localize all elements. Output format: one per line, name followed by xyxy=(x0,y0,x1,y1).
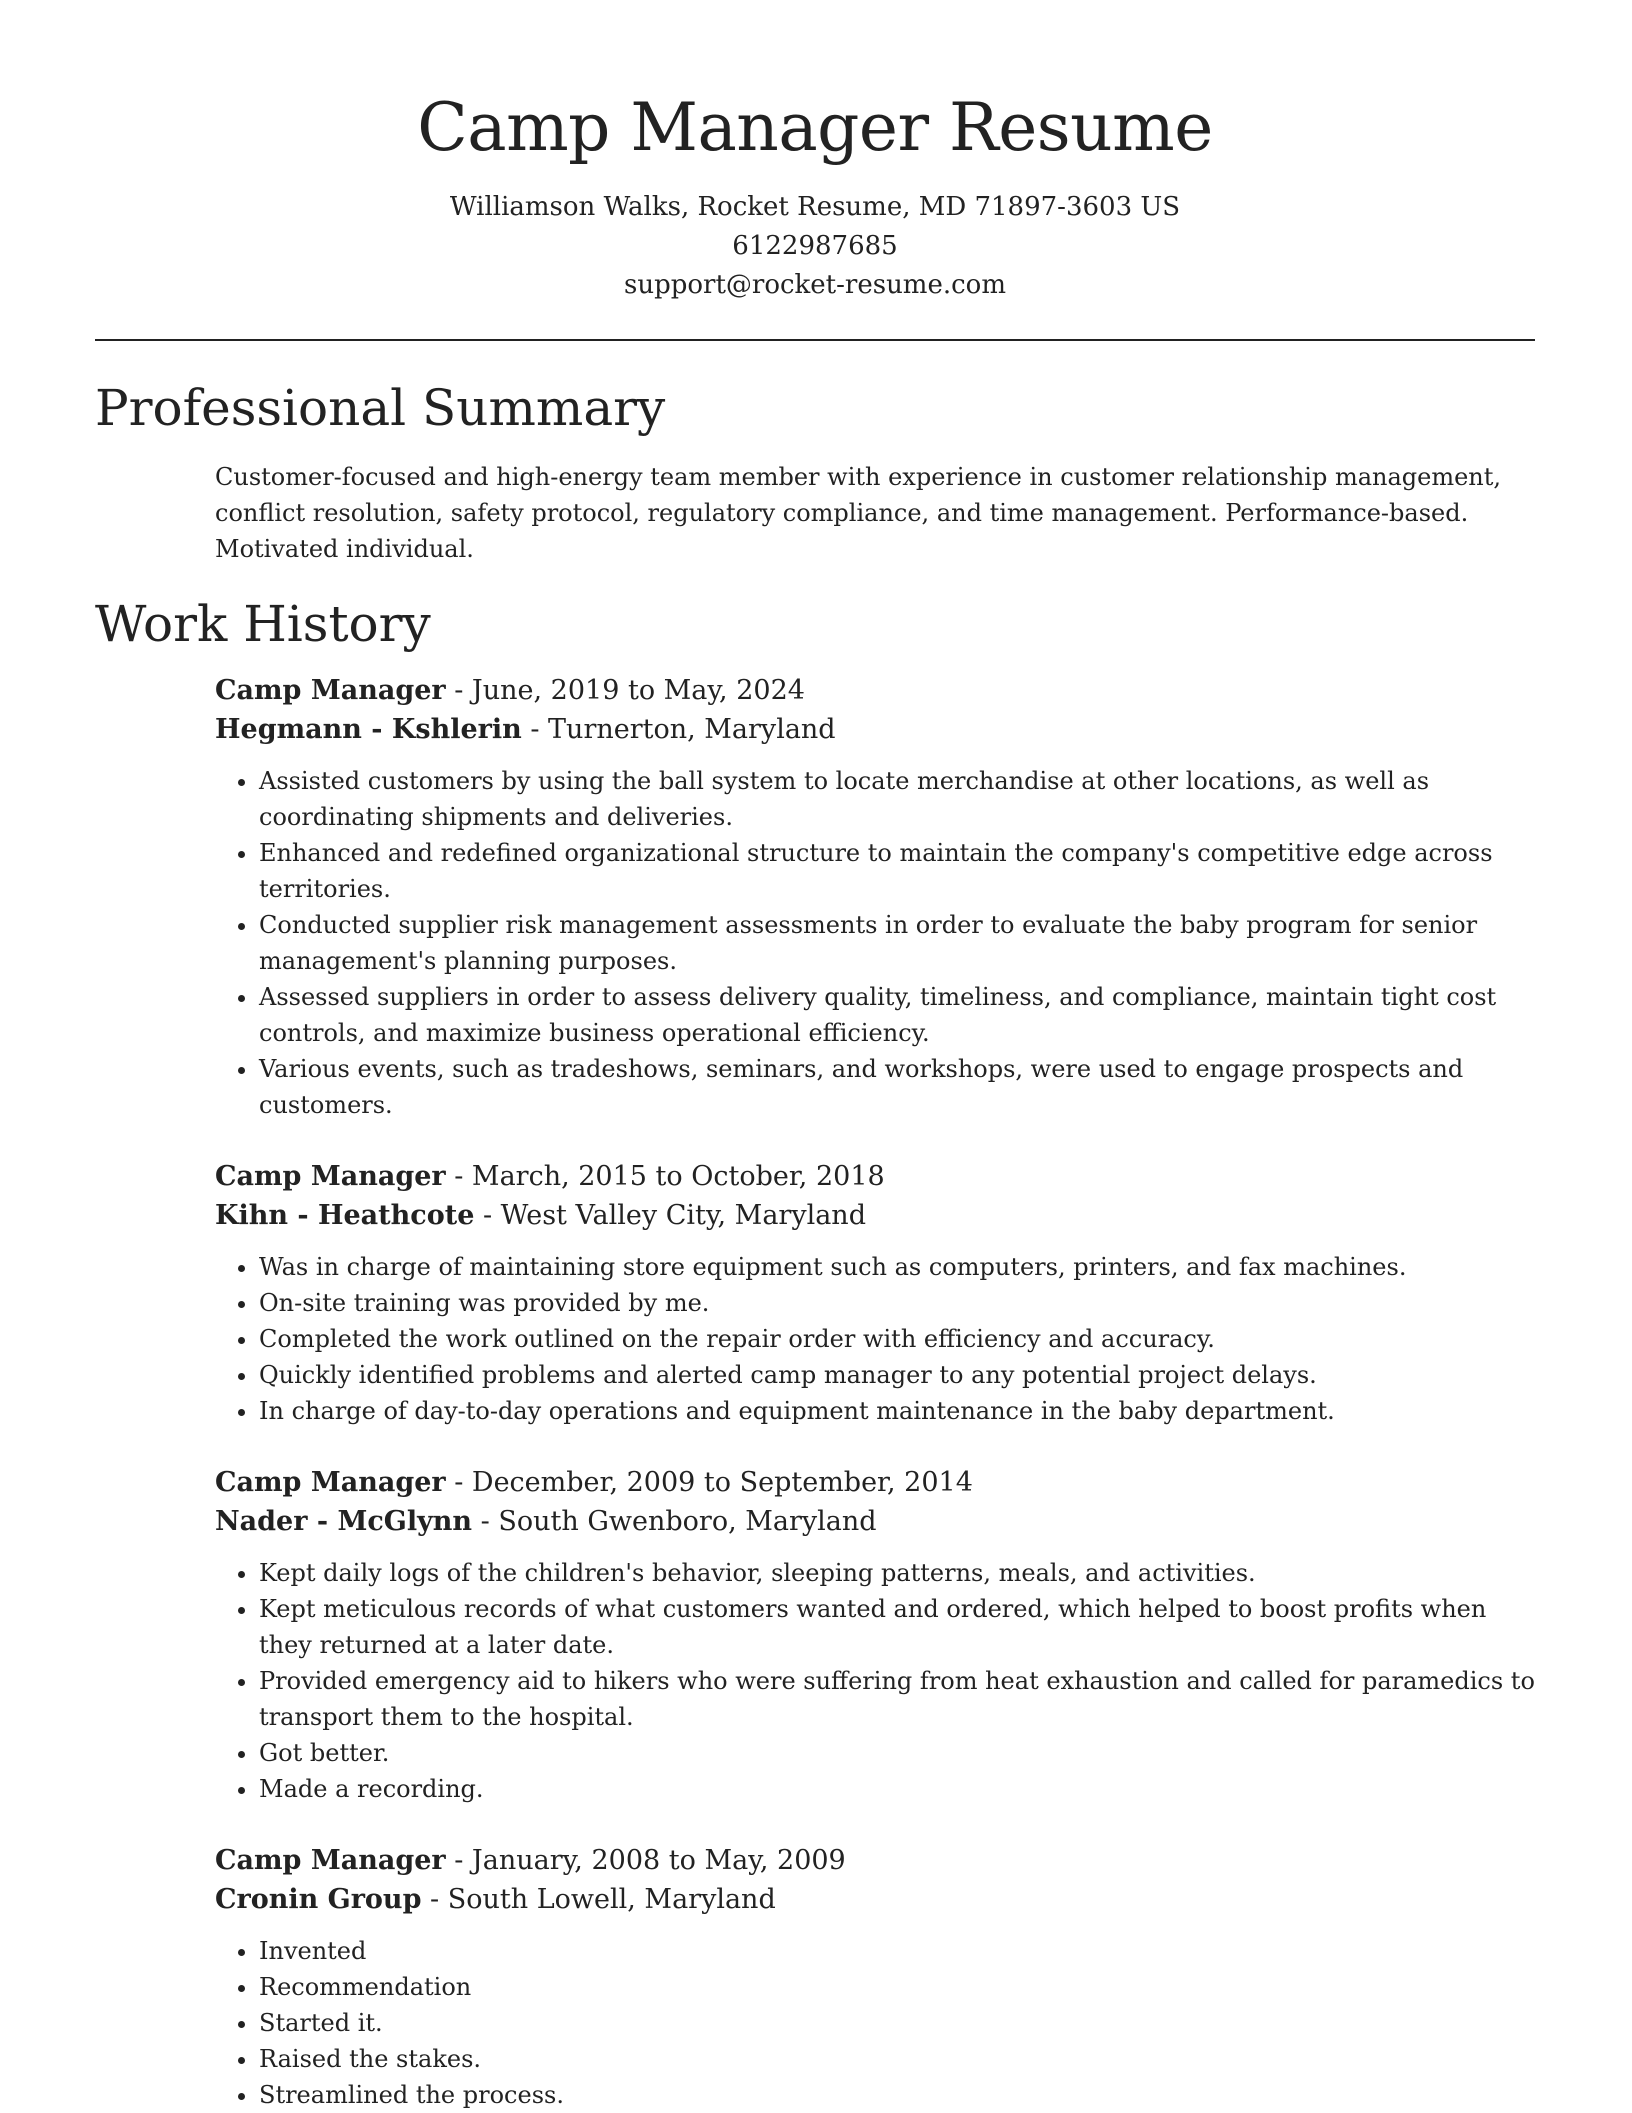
job-company: Nader - McGlynn xyxy=(215,1506,473,1537)
job-company-line: Nader - McGlynn - South Gwenboro, Maryland xyxy=(215,1506,877,1537)
job-company-line: Kihn - Heathcote - West Valley City, Maryland xyxy=(215,1200,866,1231)
list-item: • Started it. xyxy=(259,2005,1535,2041)
list-item: • Completed the work outlined on the repair order with efficiency and accuracy. xyxy=(259,1321,1535,1357)
contact-info xyxy=(95,188,1535,305)
list-item: • Assessed suppliers in order to assess delivery quality, timeliness, and compliance, maintain tight cost controls, and maximize business operational efficiency. xyxy=(259,979,1535,1051)
list-item: • Conducted supplier risk management assessments in order to evaluate the baby program for senior management's planning purposes. xyxy=(259,907,1535,979)
job-company: Kihn - Heathcote xyxy=(215,1200,475,1231)
job-dates: December, 2009 to September, 2014 xyxy=(471,1467,973,1498)
job-title-line: Camp Manager - January, 2008 to May, 2009 xyxy=(215,1845,846,1876)
job-location: South Lowell, Maryland xyxy=(447,1884,776,1915)
job-title-line: Camp Manager - March, 2015 to October, 2018 xyxy=(215,1161,885,1192)
list-item: • On-site training was provided by me. xyxy=(259,1285,1535,1321)
job-title-line: Camp Manager - June, 2019 to May, 2024 xyxy=(215,675,805,706)
section-heading-summary: Professional Summary xyxy=(95,379,666,437)
contact-phone: 6122987685 xyxy=(732,231,898,261)
job-bullet-list xyxy=(215,1555,1535,1807)
job-entry-1 xyxy=(215,671,1535,1123)
list-item: • Kept daily logs of the children's behavior, sleeping patterns, meals, and activities. xyxy=(259,1555,1535,1591)
list-item: • Quickly identified problems and alerted camp manager to any potential project delays. xyxy=(259,1357,1535,1393)
header-divider xyxy=(95,339,1535,341)
resume-header xyxy=(95,0,1535,305)
job-company: Hegmann - Kshlerin xyxy=(215,714,522,745)
list-item: • Was in charge of maintaining store equipment such as computers, printers, and fax machines. xyxy=(259,1249,1535,1285)
job-title-line: Camp Manager - December, 2009 to September, 2014 xyxy=(215,1467,973,1498)
job-title: Camp Manager xyxy=(215,675,446,706)
job-entry-4 xyxy=(215,1841,1535,2113)
job-location: Turnerton, Maryland xyxy=(548,714,836,745)
job-dates: June, 2019 to May, 2024 xyxy=(471,675,805,706)
job-dates: January, 2008 to May, 2009 xyxy=(471,1845,846,1876)
list-item: • Provided emergency aid to hikers who were suffering from heat exhaustion and called for paramedics to transport them to the hospital. xyxy=(259,1663,1535,1735)
section-heading-work: Work History xyxy=(95,595,431,653)
list-item: • Various events, such as tradeshows, seminars, and workshops, were used to engage prospects and customers. xyxy=(259,1051,1535,1123)
job-dates: March, 2015 to October, 2018 xyxy=(471,1161,885,1192)
list-item: • Made a recording. xyxy=(259,1771,1535,1807)
resume-title: Camp Manager Resume xyxy=(417,89,1213,166)
summary-text: Customer-focused and high-energy team member with experience in customer relationship management, conflict resolution, safety protocol, regulatory compliance, and time management. Performance-based. Motivated individual. xyxy=(215,463,1502,563)
list-item: • Assisted customers by using the ball system to locate merchandise at other locations, as well as coordinating shipments and deliveries. xyxy=(259,763,1535,835)
list-item: • Enhanced and redefined organizational structure to maintain the company's competitive edge across territories. xyxy=(259,835,1535,907)
list-item: • In charge of day-to-day operations and equipment maintenance in the baby department. xyxy=(259,1393,1535,1429)
job-company-line: Cronin Group - South Lowell, Maryland xyxy=(215,1884,776,1915)
list-item: • Got better. xyxy=(259,1735,1535,1771)
list-item: • Raised the stakes. xyxy=(259,2041,1535,2077)
job-location: South Gwenboro, Maryland xyxy=(498,1506,877,1537)
resume-page xyxy=(95,0,1535,2113)
job-company-line: Hegmann - Kshlerin - Turnerton, Maryland xyxy=(215,714,836,745)
job-bullet-list xyxy=(215,1249,1535,1429)
list-item: • Streamlined the process. xyxy=(259,2077,1535,2113)
job-bullet-list xyxy=(215,763,1535,1123)
job-entry-2 xyxy=(215,1157,1535,1429)
professional-summary-section xyxy=(95,377,1535,567)
job-title: Camp Manager xyxy=(215,1161,446,1192)
job-bullet-list xyxy=(215,1933,1535,2113)
work-history-section xyxy=(95,593,1535,2113)
job-entry-3 xyxy=(215,1463,1535,1807)
contact-address: Williamson Walks, Rocket Resume, MD 71897-3603 US xyxy=(449,192,1181,222)
list-item: • Recommendation xyxy=(259,1969,1535,2005)
list-item: • Kept meticulous records of what customers wanted and ordered, which helped to boost profits when they returned at a later date. xyxy=(259,1591,1535,1663)
job-company: Cronin Group xyxy=(215,1884,422,1915)
job-title: Camp Manager xyxy=(215,1845,446,1876)
list-item: • Invented xyxy=(259,1933,1535,1969)
job-location: West Valley City, Maryland xyxy=(500,1200,866,1231)
contact-email: support@rocket-resume.com xyxy=(623,270,1006,300)
job-title: Camp Manager xyxy=(215,1467,446,1498)
